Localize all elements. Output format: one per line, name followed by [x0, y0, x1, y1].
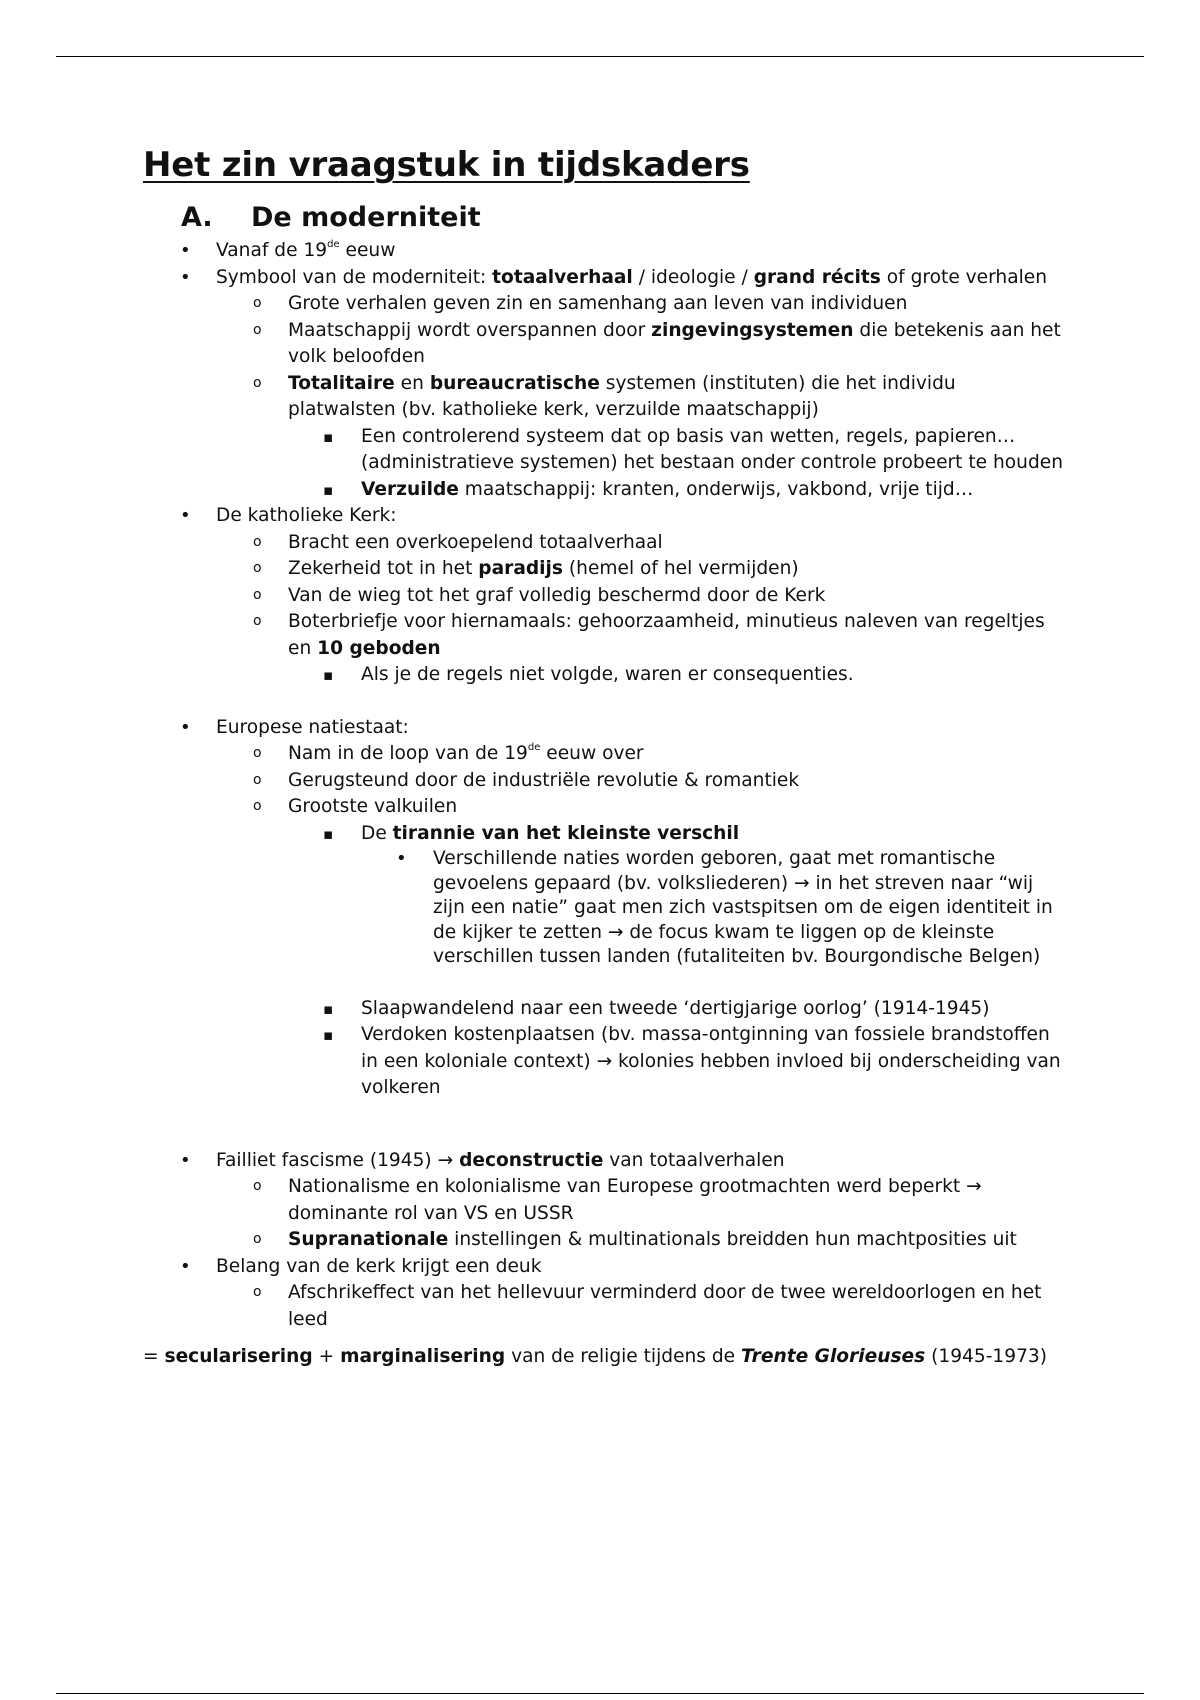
- spacer: [143, 689, 1063, 715]
- list-item: • Vanaf de 19de eeuw: [143, 238, 1063, 265]
- list-item: o Supranationale instellingen & multinationals breidden hun machtposities uit: [143, 1227, 1063, 1254]
- top-rule: [56, 56, 1144, 57]
- list-item: o Grootste valkuilen: [143, 794, 1063, 821]
- spacer: [143, 970, 1063, 996]
- list-item: • De katholieke Kerk:: [143, 503, 1063, 530]
- list-item: o Totalitaire en bureaucratische systemen (instituten) die het individu platwalsten (bv. katholieke kerk, verzuilde maatschappij): [143, 371, 1063, 424]
- list-item: o Gerugsteund door de industriële revolutie & romantiek: [143, 768, 1063, 795]
- bullet-list: [143, 238, 1063, 1333]
- list-item: o Maatschappij wordt overspannen door zingevingsystemen die betekenis aan het volk beloofden: [143, 318, 1063, 371]
- list-item: • Verschillende naties worden geboren, gaat met romantische gevoelens gepaard (bv. volksliederen) → in het streven naar “wij zijn een natie” gaat men zich vastspitsen om de eigen identiteit in de kijker te zetten → de focus kwam te liggen op de kleinste verschillen tussen landen (futaliteiten bv. Bourgondische Belgen): [143, 847, 1063, 970]
- page-title: Het zin vraagstuk in tijdskaders: [143, 145, 750, 185]
- list-item: • Failliet fascisme (1945) → deconstructie van totaalverhalen: [143, 1148, 1063, 1175]
- list-item: o Bracht een overkoepelend totaalverhaal: [143, 530, 1063, 557]
- section-heading: [143, 200, 1063, 236]
- list-item: o Boterbriefje voor hiernamaals: gehoorzaamheid, minutieus naleven van regeltjes en 10 geboden: [143, 609, 1063, 662]
- section-title: De moderniteit: [251, 202, 481, 233]
- list-item: o Nam in de loop van de 19de eeuw over: [143, 741, 1063, 768]
- list-item: o Van de wieg tot het graf volledig beschermd door de Kerk: [143, 583, 1063, 610]
- document-page: [143, 142, 1063, 1371]
- spacer: [143, 1102, 1063, 1148]
- list-item: ▪ Als je de regels niet volgde, waren er consequenties.: [143, 662, 1063, 689]
- list-item: ▪ De tirannie van het kleinste verschil: [143, 821, 1063, 848]
- list-item: • Symbool van de moderniteit: totaalverhaal / ideologie / grand récits of grote verhalen: [143, 265, 1063, 292]
- list-item: o Grote verhalen geven zin en samenhang aan leven van individuen: [143, 291, 1063, 318]
- list-item: o Zekerheid tot in het paradijs (hemel of hel vermijden): [143, 556, 1063, 583]
- list-item: o Nationalisme en kolonialisme van Europese grootmachten werd beperkt → dominante rol van VS en USSR: [143, 1174, 1063, 1227]
- list-item: • Europese natiestaat:: [143, 715, 1063, 742]
- list-item: ▪ Verdoken kostenplaatsen (bv. massa-ontginning van fossiele brandstoffen in een koloniale context) → kolonies hebben invloed bij onderscheiding van volkeren: [143, 1022, 1063, 1102]
- list-item: ▪ Slaapwandelend naar een tweede ‘dertigjarige oorlog’ (1914-1945): [143, 996, 1063, 1023]
- list-item: o Afschrikeffect van het hellevuur verminderd door de twee wereldoorlogen en het leed: [143, 1280, 1063, 1333]
- summary-line: = secularisering + marginalisering van de religie tijdens de Trente Glorieuses (1945-1973): [143, 1346, 1048, 1367]
- list-item: ▪ Een controlerend systeem dat op basis van wetten, regels, papieren… (administratieve systemen) het bestaan onder controle probeert te houden: [143, 424, 1063, 477]
- section-letter: A.: [181, 202, 213, 233]
- list-item: ▪ Verzuilde maatschappij: kranten, onderwijs, vakbond, vrije tijd…: [143, 477, 1063, 504]
- list-item: • Belang van de kerk krijgt een deuk: [143, 1254, 1063, 1281]
- bottom-rule: [56, 1693, 1144, 1694]
